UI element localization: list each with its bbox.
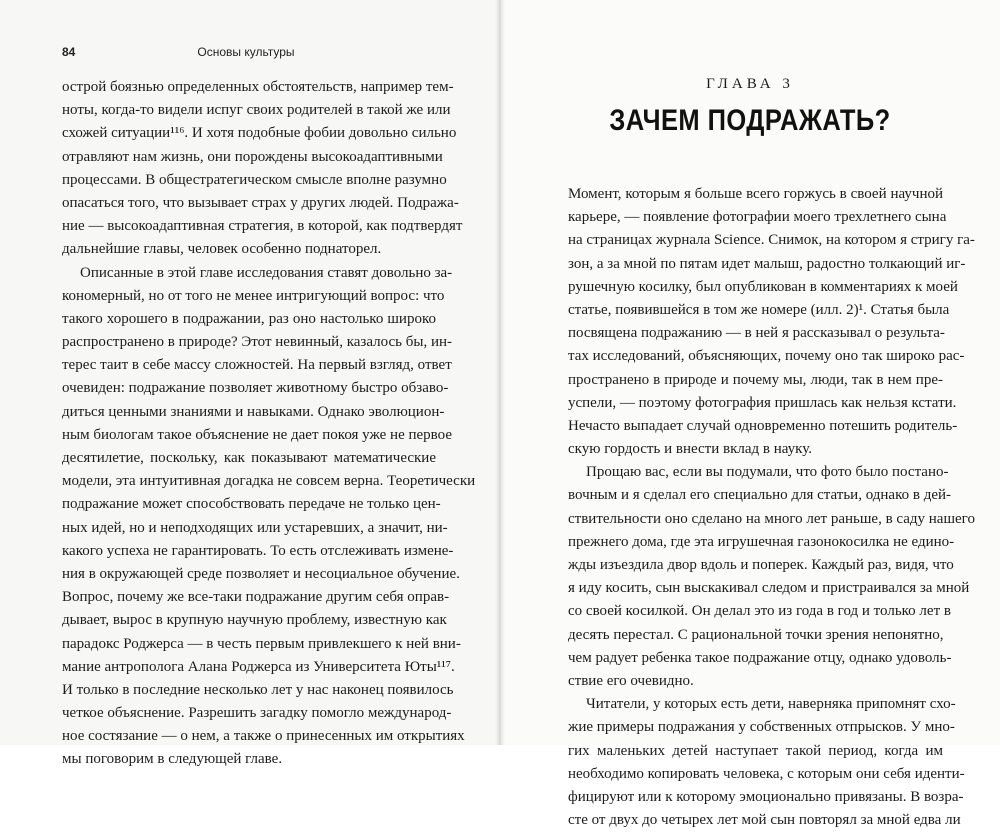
text-line: дывает, вырос в крупную научную проблему, известную как (62, 612, 447, 629)
right-body-text (568, 183, 975, 832)
text-line: ных идей, но и неподходящих или устаревших, а значит, ни- (62, 519, 448, 536)
text-line: Описанные в этой главе исследования ставят довольно за- (80, 264, 453, 281)
text-line: Нечасто выпадает случай одновременно потешить родитель- (568, 417, 958, 434)
text-line: со своей косилкой. Он делал это из года в год и только лет в (568, 603, 951, 620)
book-gutter (495, 0, 505, 745)
text-line: ным биологам такое объяснение не дает покоя уже не первое (62, 426, 452, 443)
text-line: жды изъездила двор вдоль и поперек. Каждый раз, видя, что (568, 557, 954, 573)
text-line: ния в окружающей среде позволяет и несоциальное обучение. (62, 565, 460, 582)
text-line: карьере, — появление фотографии моего трехлетнего сына (568, 209, 947, 226)
left-page (0, 0, 500, 768)
text-line: статье, появившейся в том же номере (илл. 2)¹. Статья была (568, 301, 950, 318)
text-line: ствие его очевидно. (568, 672, 694, 689)
text-line: я иду косить, сын выскакивал следом и пристраивался за мной (568, 580, 970, 597)
text-line: диться ценными знаниями и навыками. Однако эволюцион- (62, 403, 445, 420)
text-line: четкое объяснение. Разрешить загадку помогло международ- (62, 705, 452, 722)
text-line: процессами. В общестратегическом смысле вполне разумно (62, 171, 447, 188)
left-body-text (62, 76, 476, 772)
text-line: ное состязание — о нем, а также о принесенных им открытиях (62, 728, 465, 745)
text-line: терес таит в себе массу сложностей. На первый взгляд, ответ (62, 357, 452, 374)
text-line: Момент, которым я больше всего горжусь в своей научной (568, 186, 943, 202)
text-line: Прощаю вас, если вы подумали, что фото было постано- (586, 464, 949, 481)
text-line: успели, — поэтому фотография пришлась как нельзя кстати. (568, 394, 957, 411)
text-line: зон, а за мной по пятам идет малыш, радостно толкающий иг- (568, 255, 966, 272)
text-line: кономерный, но от того не менее интригующий вопрос: что (62, 287, 445, 304)
text-line: ноты, когда-то видели испуг своих родителей в такой же или (62, 102, 451, 119)
text-line: тах исследований, объясняющих, почему оно так широко рас- (568, 348, 965, 365)
text-line: пространено в природе и почему мы, люди, так в нем пре- (568, 371, 943, 388)
right-page (500, 0, 1000, 829)
chapter-label: ГЛАВА 3 (706, 76, 794, 92)
text-line: десятилетие, поскольку, как показывают математические (62, 450, 436, 466)
text-line: схожей ситуации¹¹⁶. И хотя подобные фобии довольно сильно (62, 125, 457, 142)
text-line: ние — высокоадаптивная стратегия, в которой, как подтвердят (62, 218, 463, 235)
text-line: сте от двух до четырех лет мой сын повторял за мной едва ли (568, 812, 961, 829)
text-line: чем радует ребенка такое подражание отцу, однако удоволь- (568, 649, 952, 666)
text-line: ствительности оно сделано на много лет раньше, в саду нашего (568, 510, 975, 527)
text-line: посвящена подражанию — в ней я рассказывал о результа- (568, 325, 945, 342)
text-line: отравляют нам жизнь, они порождены высокоадаптивными (62, 148, 443, 165)
text-line: модели, эта интуитивная догадка не совсем верна. Теоретически (62, 473, 476, 490)
text-line: прежнего дома, где эта игрушечная газонокосилка не едино- (568, 533, 955, 550)
running-head (62, 45, 295, 59)
page-number: 84 (62, 45, 76, 59)
text-line: гих маленьких детей наступает такой период, когда им (568, 742, 943, 759)
text-line: дальнейшие главы, человек особенно поднаторел. (62, 241, 382, 258)
text-line: мы поговорим в следующей главе. (62, 751, 283, 768)
text-line: Читатели, у которых есть дети, наверняка припомнят схо- (586, 696, 956, 713)
text-line: подражание может способствовать передаче не только цен- (62, 496, 441, 513)
running-title: Основы культуры (197, 45, 295, 59)
text-line: фицируют или к которому эмоционально привязаны. В возра- (568, 788, 964, 805)
text-line: на страницах журнала Science. Снимок, на котором я стригу га- (568, 232, 975, 249)
text-line: жие примеры подражания у собственных отпрысков. У мно- (568, 719, 955, 736)
text-line: парадокс Роджерса — в честь первым привлекшего к ней вни- (62, 635, 461, 652)
text-line: вочным и я сделал его специально для статьи, однако в дей- (568, 487, 952, 504)
text-line: скую гордость и внести вклад в науку. (568, 441, 812, 458)
text-line: такого хорошего в подражании, раз оно настолько широко (62, 310, 436, 327)
chapter-title: ЗАЧЕМ ПОДРАЖАТЬ? (609, 104, 891, 137)
text-line: очевиден: подражание позволяет животному быстро обзаво- (62, 380, 449, 397)
text-line: десять перестал. С рациональной точки зрения непонятно, (568, 626, 944, 643)
text-line: распространено в природе? Этот невинный, казалось бы, ин- (62, 334, 453, 351)
text-line: И только в последние несколько лет у нас наконец появилось (62, 681, 454, 698)
text-line: какого успеха не гарантировать. То есть отслеживать измене- (62, 542, 454, 559)
text-line: острой боязнью определенных обстоятельств, например тем- (62, 79, 454, 95)
text-line: рушечную косилку, был опубликован в комментариях к моей (568, 278, 958, 295)
text-line: необходимо копировать человека, с которым они себя иденти- (568, 765, 965, 782)
text-line: мание антрополога Алана Роджерса из Университета Юты¹¹⁷. (62, 658, 455, 675)
text-line: Вопрос, почему же все-таки подражание другим себя оправ- (62, 589, 450, 606)
text-line: опасаться того, что вызывает страх у других людей. Подража- (62, 194, 459, 211)
